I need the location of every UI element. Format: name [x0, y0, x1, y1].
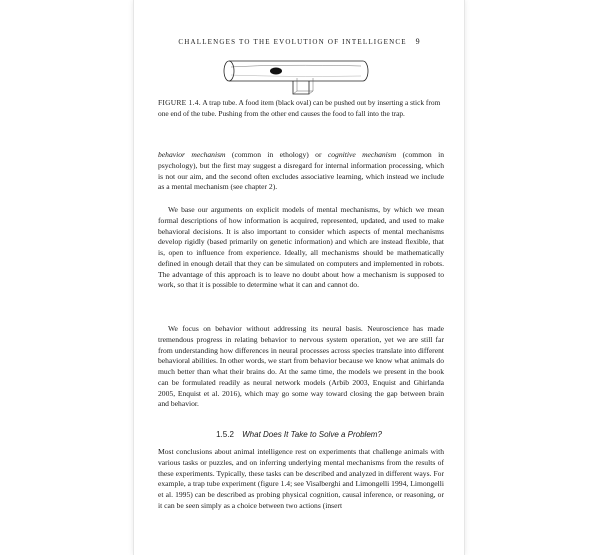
figure-caption-text: A trap tube. A food item (black oval) can be pushed out by inserting a stick from one end of the tube. Pushing from the other end causes the food to fall into the trap. [158, 98, 441, 118]
paragraph-1-mid: (common in ethology) or [225, 150, 328, 159]
book-page [134, 0, 464, 555]
term-behavior-mechanism: behavior mechanism [158, 150, 226, 159]
trap-tube-figure [221, 58, 373, 103]
section-title: What Does It Take to Solve a Problem? [242, 430, 382, 439]
figure-caption [158, 98, 442, 119]
running-head [134, 37, 464, 46]
paragraph-4-text: Most conclusions about animal intelligence rest on experiments that challenge animals with various tasks or puzzles, and on inferring underlying mental mechanisms from the results of these experiments. Typically, these tasks can be described and analyzed in different ways. For example, a trap tube experiment (figure 1.4; see Visalberghi and Limongelli 1994, Limongelli et al. 1995) can be described as probing physical cognition, causal inference, or reasoning, or it can be seen simply as a choice between two actions (insert [158, 447, 444, 510]
paragraph-1 [158, 150, 444, 193]
paragraph-2 [158, 205, 444, 291]
paragraph-4 [158, 447, 444, 512]
paragraph-3-text: We focus on behavior without addressing its neural basis. Neuroscience has made tremendous progress in relating behavior to nervous system operation, yet we are still far from understanding how differences in neural processes across species translate into different behavioral abilities. In other words, we start from behavior because we know what animals do much better than what their brains do. At the same time, the models we present in the book can be formulated readily as neural network models (Arbib 2003, Enquist and Ghirlanda 2005, Enquist et al. 2016), which may go some way toward closing the gap between brain and behavior. [158, 324, 444, 409]
food-item-oval [270, 68, 282, 75]
running-head-title: CHALLENGES TO THE EVOLUTION OF INTELLIGENCE [178, 38, 407, 46]
paragraph-2-text: We base our arguments on explicit models of mental mechanisms, by which we mean formal descriptions of how information is acquired, represented, updated, and used to make behavioral decisions. It is also important to consider which aspects of mental mechanisms develop rigidly (based primarily on genetic information) and which are instead flexible, that is, open to influence from experience. Ideally, all mechanisms should be mathematically defined in enough detail that they can be simulated on computers and implemented in robots. The advantage of this approach is to leave no doubt about how a mechanism is supposed to work, so that it is possible to determine what it can and cannot do. [158, 205, 444, 290]
figure-label: FIGURE 1.4. [158, 98, 201, 107]
section-heading [134, 430, 464, 439]
page-number: 9 [415, 37, 420, 46]
paragraph-3 [158, 324, 444, 410]
section-number: 1.5.2 [216, 430, 234, 439]
trap-tube-illustration [221, 58, 373, 98]
term-cognitive-mechanism: cognitive mechanism [327, 150, 397, 159]
paragraph-1-rest: (common in psychology), but the first may suggest a disregard for internal information processing, which is not our aim, and the second often excludes associative learning, which instead we include as a mental mechanism (see chapter 2). [158, 150, 444, 192]
